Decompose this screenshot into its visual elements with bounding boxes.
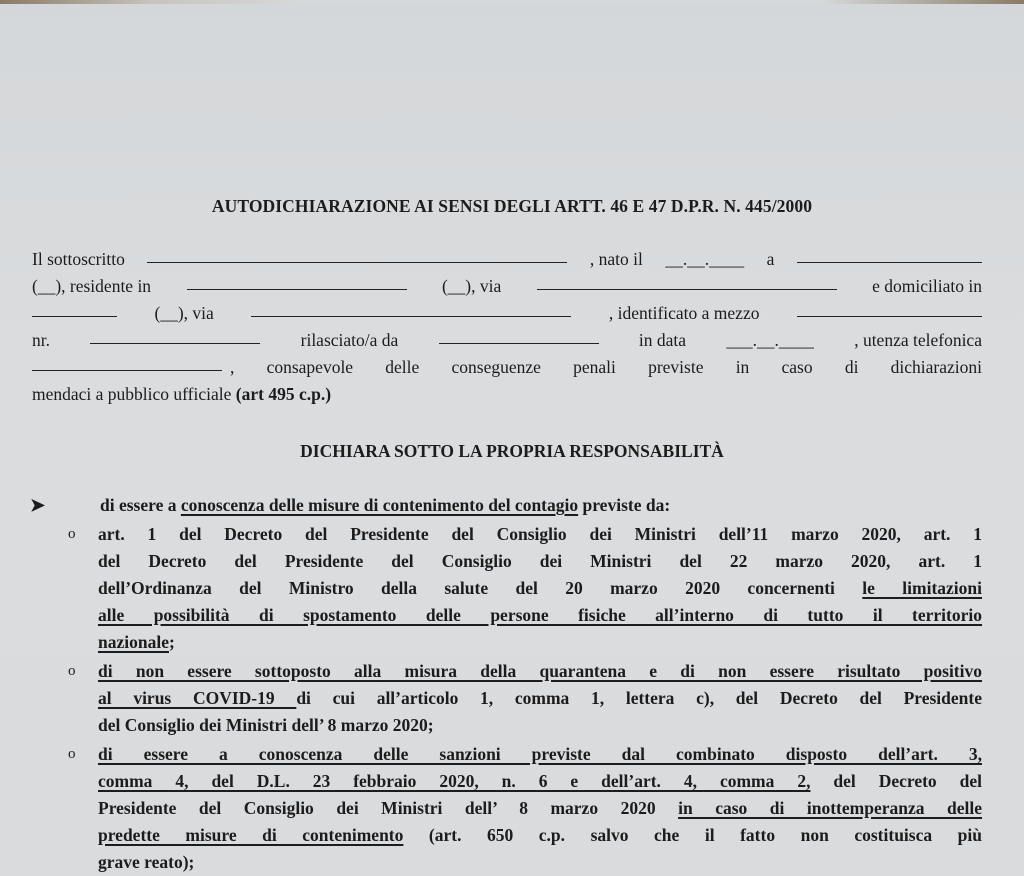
underlined-text: in caso di inottemperanza delle (678, 798, 982, 818)
circle-bullet-icon: o (68, 663, 76, 679)
label-domiciliato: e domiciliato in (872, 276, 982, 296)
underlined-text: predette misure di contenimento (98, 825, 404, 845)
circle-bullet-icon: o (68, 746, 76, 762)
main-item (30, 492, 982, 519)
sub-item-3-line-3 (98, 795, 982, 822)
document-title: AUTODICHIARAZIONE AI SENSI DEGLI ARTT. 46 E 47 D.P.R. N. 445/2000 (211, 196, 813, 216)
underlined-text: le limitazioni (862, 578, 982, 598)
sub-item-2-line-1: di non essere sottoposto alla misura della quarantena e di non essere risultato positivo (98, 661, 982, 681)
sub-item-1-line-5 (98, 629, 982, 656)
text: del Decreto del (810, 771, 982, 791)
form-line-2 (32, 273, 982, 300)
sub-item-3-line-1: di essere a conoscenza delle sanzioni previste dal combinato disposto dell’art. 3, (98, 744, 982, 764)
form-line-6 (32, 381, 982, 408)
label-consapevole: , consapevole delle conseguenze penali previste in caso di dichiarazioni (230, 357, 982, 377)
sub-item-1 (30, 521, 982, 656)
label-a: a (766, 249, 775, 269)
sub-item-2-line-2 (98, 685, 982, 712)
label-identificato: , identificato a mezzo (608, 303, 760, 323)
domicile-field[interactable] (32, 300, 117, 317)
birthplace-field[interactable] (797, 246, 982, 263)
declaration-list (30, 492, 982, 876)
sub-item-2 (30, 658, 982, 739)
sub-item-1-line-4: alle possibilità di spostamento delle persone fisiche all’interno di tutto il territorio (98, 605, 982, 625)
id-document-field[interactable] (797, 300, 982, 317)
sub-item-1-line-3 (98, 575, 982, 602)
form-line-3 (32, 300, 982, 327)
circle-bullet-icon: o (68, 526, 76, 542)
domicile-street-field[interactable] (251, 300, 571, 317)
text: dell’Ordinanza del Ministro della salute del 20 marzo 2020 concernenti (98, 578, 863, 598)
declarant-form (32, 246, 982, 408)
sub-item-3-line-4 (98, 822, 982, 849)
main-item-underlined: conoscenza delle misure di contenimento del contagio (180, 495, 579, 515)
issuer-field[interactable] (439, 327, 599, 344)
underlined-text: al virus COVID-19 (98, 688, 297, 708)
name-field[interactable] (147, 246, 567, 263)
form-line-4 (32, 327, 982, 354)
declaration-heading: DICHIARA SOTTO LA PROPRIA RESPONSABILITÀ (300, 441, 724, 461)
text: ; (168, 632, 175, 652)
text: di cui all’articolo 1, comma 1, lettera c), del Decreto del Presidente (296, 688, 982, 708)
sub-item-3-line-5: grave reato); (98, 852, 195, 872)
label-mendaci: mendaci a pubblico ufficiale (32, 384, 236, 404)
form-line-5 (32, 354, 982, 381)
main-item-suffix: previste da: (578, 495, 671, 515)
label-utenza: , utenza telefonica (854, 330, 982, 350)
label-via-2: (__), via (154, 303, 214, 323)
phone-field[interactable] (32, 354, 222, 371)
id-number-field[interactable] (90, 327, 260, 344)
label-art495: (art 495 c.p.) (235, 384, 332, 404)
underlined-text: comma 4, del D.L. 23 febbraio 2020, n. 6 e dell’art. 4, comma 2, (98, 771, 811, 791)
sub-item-3-line-2 (98, 768, 982, 795)
paper-edge (0, 0, 1024, 4)
text: Presidente del Consiglio dei Ministri dell’ 8 marzo 2020 (98, 798, 679, 818)
birth-date-field[interactable]: __.__.____ (665, 249, 745, 269)
label-sottoscritto: Il sottoscritto (32, 249, 125, 269)
main-item-prefix: di essere a (100, 495, 181, 515)
sub-item-2-line-3: del Consiglio dei Ministri dell’ 8 marzo 2020; (98, 715, 434, 735)
label-in-data: in data (638, 330, 687, 350)
form-line-1 (32, 246, 982, 273)
label-nato-il: , nato il (589, 249, 643, 269)
residence-field[interactable] (187, 273, 407, 290)
sub-item-3 (30, 741, 982, 876)
label-via: (__), via (441, 276, 502, 296)
issue-date-field[interactable]: ___.__.____ (726, 330, 814, 350)
sub-item-1-line-1: art. 1 del Decreto del Presidente del Consiglio dei Ministri dell’11 marzo 2020, art. 1 (98, 524, 982, 544)
label-residente: (__), residente in (32, 276, 152, 296)
arrow-bullet-icon: ➤ (30, 495, 46, 515)
label-nr: nr. (32, 330, 50, 350)
label-rilasciato: rilasciato/a da (300, 330, 399, 350)
sub-item-1-line-2: del Decreto del Presidente del Consiglio dei Ministri del 22 marzo 2020, art. 1 (98, 551, 982, 571)
text: (art. 650 c.p. salvo che il fatto non costituisca più (403, 825, 982, 845)
residence-street-field[interactable] (537, 273, 837, 290)
underlined-text: nazionale (98, 632, 169, 652)
